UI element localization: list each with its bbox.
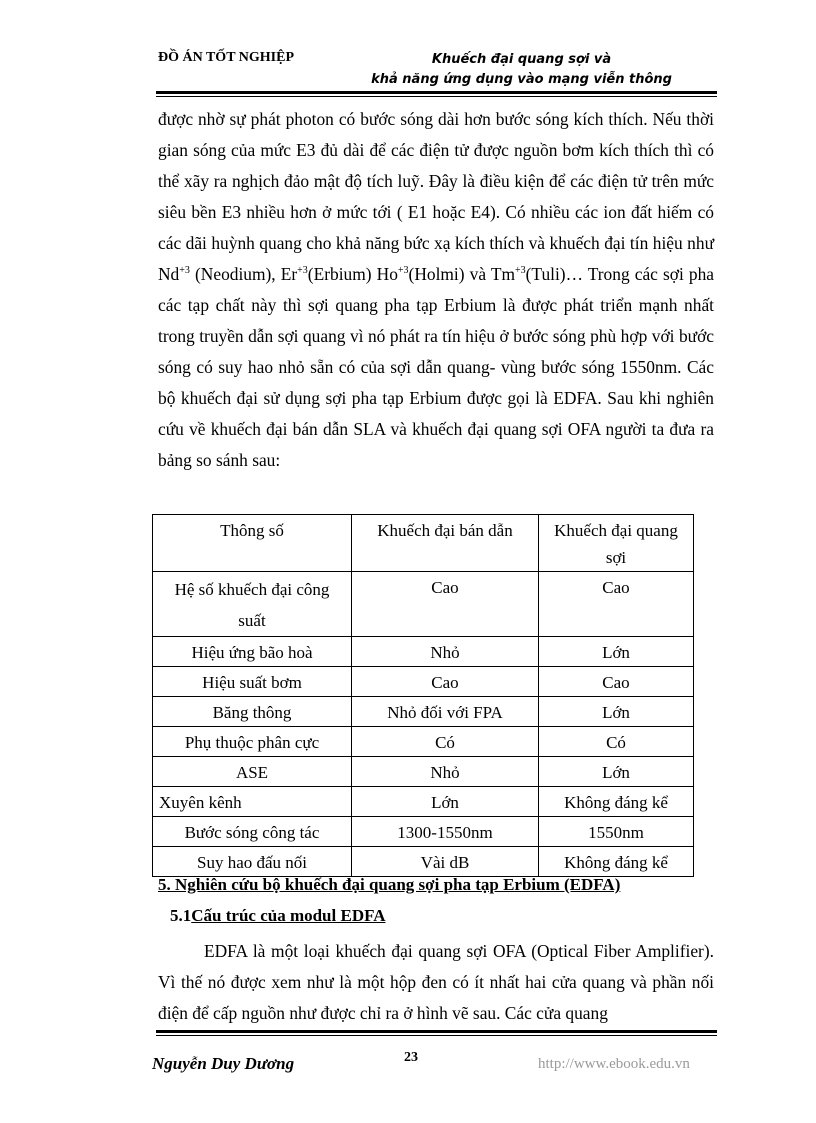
table-cell: Phụ thuộc phân cực bbox=[153, 727, 352, 757]
comparison-table bbox=[152, 514, 694, 877]
table-cell: Băng thông bbox=[153, 697, 352, 727]
body-paragraph-2 bbox=[158, 936, 714, 1029]
table-cell: Bước sóng công tác bbox=[153, 817, 352, 847]
table-cell: ASE bbox=[153, 757, 352, 787]
section-5-1-heading bbox=[170, 906, 386, 926]
table-header-row bbox=[153, 515, 694, 572]
table-cell: Hiệu suất bơm bbox=[153, 667, 352, 697]
table-cell: Không đáng kể bbox=[539, 787, 694, 817]
table-cell: Có bbox=[352, 727, 539, 757]
header-right-line2: khả năng ứng dụng vào mạng viễn thông bbox=[371, 72, 672, 87]
p1-part4: (Holmi) và Tm bbox=[408, 264, 515, 284]
table-row bbox=[153, 787, 694, 817]
header-right-line1: Khuếch đại quang sợi và bbox=[431, 52, 612, 67]
page-number: 23 bbox=[404, 1050, 418, 1065]
table-header-cell: Thông số bbox=[153, 515, 352, 572]
p1-sup4: +3 bbox=[515, 265, 526, 277]
table-cell: Xuyên kênh bbox=[153, 787, 352, 817]
table-cell: Nhỏ bbox=[352, 637, 539, 667]
paragraph-1-text bbox=[158, 104, 714, 476]
section-5-heading: 5. Nghiên cứu bộ khuếch đại quang sợi pha tạp Erbium (EDFA) bbox=[158, 875, 621, 894]
footer-rule-thin bbox=[156, 1035, 717, 1036]
table-row bbox=[153, 847, 694, 877]
table-cell: Có bbox=[539, 727, 694, 757]
table-cell: 1550nm bbox=[539, 817, 694, 847]
table-cell: Suy hao đấu nối bbox=[153, 847, 352, 877]
table-cell: Nhỏ đối với FPA bbox=[352, 697, 539, 727]
page-header bbox=[158, 50, 716, 90]
p1-part2: (Neodium), Er bbox=[189, 264, 298, 284]
p1-part5: (Tuli)… Trong các sợi pha các tạp chất này thì sợi quang pha tạp Erbium là được phát triển mạnh nhất trong truyền dẫn sợi quang vì nó phát ra tín hiệu ở bước sóng phù hợp với bước sóng có suy hao nhỏ sẵn có của sợi dẫn quang- vùng bước sóng 1550nm. Các bộ khuếch đại sử dụng sợi pha tạp Erbium được gọi là EDFA. Sau khi nghiên cứu về khuếch đại bán dẫn SLA và khuếch đại quang sợi OFA người ta đưa ra bảng so sánh sau: bbox=[158, 264, 714, 470]
table-row bbox=[153, 572, 694, 637]
header-left-title: ĐỒ ÁN TỐT NGHIỆP bbox=[158, 50, 295, 65]
footer-url: http://www.ebook.edu.vn bbox=[538, 1056, 690, 1072]
table-cell: Cao bbox=[539, 667, 694, 697]
table-header-cell: Khuếch đại quang sợi bbox=[539, 515, 694, 572]
table-cell: Lớn bbox=[352, 787, 539, 817]
table-cell: Hệ số khuếch đại công suất bbox=[153, 572, 352, 637]
table-header-cell: Khuếch đại bán dẫn bbox=[352, 515, 539, 572]
header-right-title bbox=[371, 50, 672, 90]
footer-author: Nguyễn Duy Dương bbox=[152, 1054, 295, 1073]
table-cell: Nhỏ bbox=[352, 757, 539, 787]
table-row bbox=[153, 667, 694, 697]
table-row bbox=[153, 697, 694, 727]
p1-part1: được nhờ sự phát photon có bước sóng dài hơn bước sóng kích thích. Nếu thời gian sóng của mức E3 đủ dài để các điện tử được nguồn bơm kích thích thì có thể xãy ra nghịch đảo mật độ tích luỹ. Đây là điều kiện để các điện tử trên mức siêu bền E3 nhiều hơn ở mức tới ( E1 hoặc E4). Có nhiều các ion đất hiếm có các dãi huỳnh quang cho khả năng bức xạ kích thích và khuếch đại tín hiệu như Nd bbox=[158, 109, 714, 284]
table-cell: Vài dB bbox=[352, 847, 539, 877]
body-paragraph-1 bbox=[158, 104, 714, 476]
header-rule-thick bbox=[156, 91, 717, 94]
table-cell: Cao bbox=[352, 572, 539, 637]
footer-rule-thick bbox=[156, 1030, 717, 1033]
section-5-1-title: Cấu trúc của modul EDFA bbox=[191, 906, 386, 925]
p1-sup3: +3 bbox=[397, 265, 409, 277]
table-row bbox=[153, 757, 694, 787]
table-cell: Lớn bbox=[539, 697, 694, 727]
table-row bbox=[153, 727, 694, 757]
table-cell: Lớn bbox=[539, 757, 694, 787]
table-row bbox=[153, 637, 694, 667]
table-cell: Cao bbox=[539, 572, 694, 637]
table-cell: Cao bbox=[352, 667, 539, 697]
p1-part3: (Erbium) Ho bbox=[307, 264, 398, 284]
table-row bbox=[153, 817, 694, 847]
table-cell: Không đáng kể bbox=[539, 847, 694, 877]
section-5-1-number: 5.1 bbox=[170, 906, 192, 925]
paragraph-2-text: EDFA là một loại khuếch đại quang sợi OFA (Optical Fiber Amplifier). Vì thế nó được xem như là một hộp đen có ít nhất hai cửa quang và phần nối điện để cấp nguồn như được chỉ ra ở hình vẽ sau. Các cửa quang bbox=[158, 941, 714, 1023]
p1-sup2: +3 bbox=[297, 265, 308, 277]
header-rule-thin bbox=[156, 96, 717, 97]
table-cell: 1300-1550nm bbox=[352, 817, 539, 847]
table-cell: Hiệu ứng bão hoà bbox=[153, 637, 352, 667]
table-cell: Lớn bbox=[539, 637, 694, 667]
p1-sup1: +3 bbox=[179, 265, 190, 277]
